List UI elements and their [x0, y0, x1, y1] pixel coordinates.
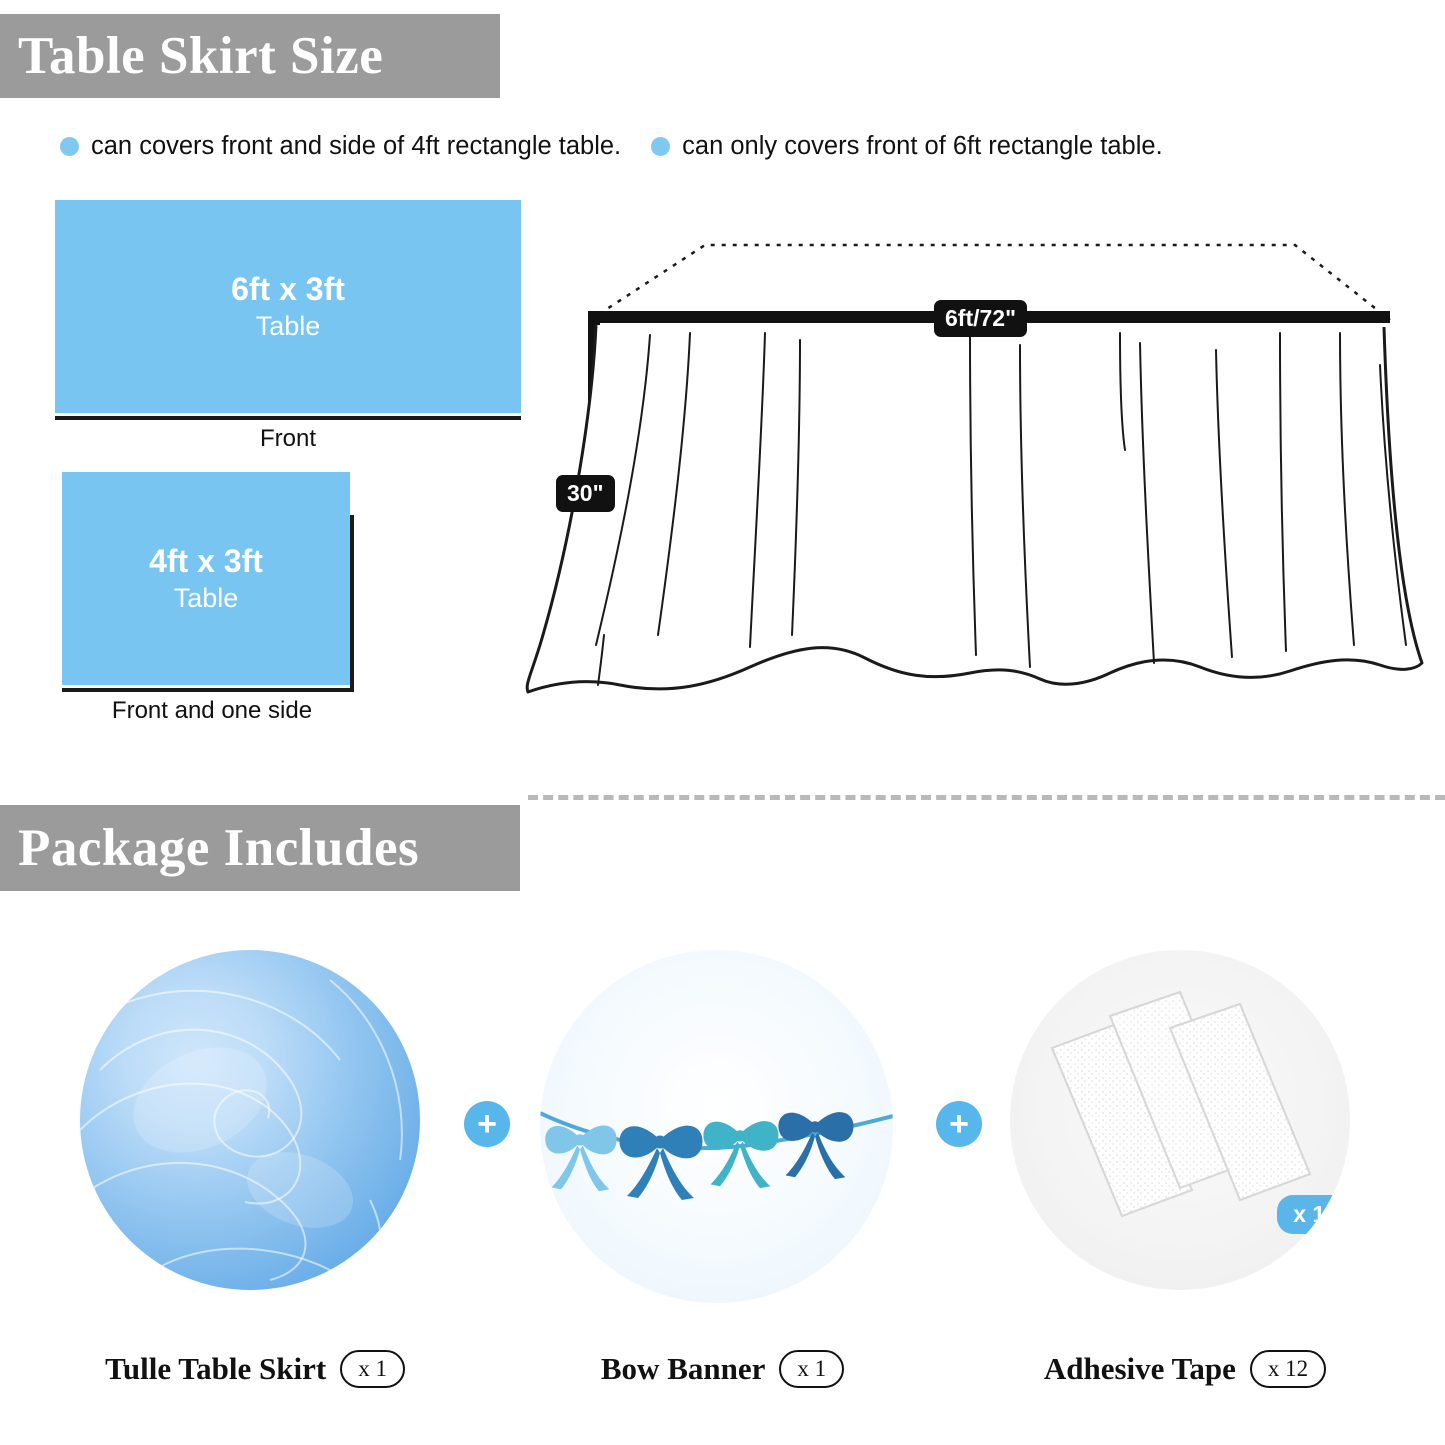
table-caption-4ft: Front and one side: [111, 697, 313, 724]
section-divider: [528, 795, 1445, 800]
adhesive-tape-drawing: [1010, 950, 1350, 1290]
bow-banner-drawing: [540, 950, 893, 1303]
package-item-qty: x 1: [779, 1350, 844, 1388]
table-size-label: 6ft x 3ft: [231, 270, 345, 307]
package-item-qty: x 1: [340, 1350, 405, 1388]
bullet-list: [60, 132, 1420, 161]
plus-icon: [464, 1101, 510, 1147]
package-item-qty: x 12: [1250, 1350, 1326, 1388]
table-skirt-drawing: [500, 215, 1445, 735]
package-item-name: Tulle Table Skirt: [105, 1351, 327, 1386]
bow-banner-icon: [540, 950, 893, 1303]
bullet-item-0: [60, 132, 621, 161]
package-item-tulle-table-skirt: [80, 950, 430, 1386]
table-size-block-6ft: [55, 200, 521, 453]
table-size-label: 4ft x 3ft: [149, 542, 263, 579]
plus-symbol: +: [949, 1105, 969, 1143]
tulle-fabric-drawing: [80, 950, 420, 1290]
table-front-edge-line: [55, 416, 521, 420]
table-side-edge-line: [350, 515, 354, 692]
table-front-edge-line: [62, 688, 354, 692]
bows: [545, 1112, 853, 1200]
table-sub-label: Table: [255, 310, 321, 341]
package-item-name: Bow Banner: [600, 1351, 766, 1386]
bullet-text: can covers front and side of 4ft rectangle table.: [91, 132, 622, 160]
table-skirt-illustration: [500, 215, 1445, 735]
package-item-adhesive-tape: [1010, 950, 1360, 1386]
plus-symbol: +: [477, 1105, 497, 1143]
package-item-name: Adhesive Tape: [1043, 1351, 1236, 1386]
package-item-label-row: [540, 1350, 905, 1388]
bullet-item-1: [651, 132, 1163, 161]
tulle-fabric-swirl-icon: [80, 950, 420, 1290]
table-size-block-4ft: [62, 472, 362, 725]
section-title-text: Package Includes: [18, 819, 420, 877]
dimension-label-width: 6ft/72": [934, 300, 1027, 337]
section-title-text: Table Skirt Size: [18, 27, 384, 85]
table-rect-4ft: [62, 472, 350, 685]
bullet-dot-icon: [651, 137, 670, 156]
dimension-label-height: 30": [556, 475, 615, 512]
adhesive-tape-icon: [1010, 950, 1350, 1290]
tape-qty-badge: x 12: [1277, 1195, 1350, 1234]
table-caption-6ft: Front: [259, 425, 316, 452]
package-item-label-row: [1010, 1350, 1360, 1388]
plus-icon: [936, 1101, 982, 1147]
bullet-text: can only covers front of 6ft rectangle table.: [682, 132, 1163, 160]
package-item-label-row: [80, 1350, 430, 1388]
section-header-package-includes: [0, 805, 520, 891]
package-item-bow-banner: [540, 950, 905, 1386]
bullet-dot-icon: [60, 137, 79, 156]
section-header-table-skirt-size: [0, 14, 500, 98]
table-sub-label: Table: [173, 582, 239, 613]
table-rect-6ft: [55, 200, 521, 413]
